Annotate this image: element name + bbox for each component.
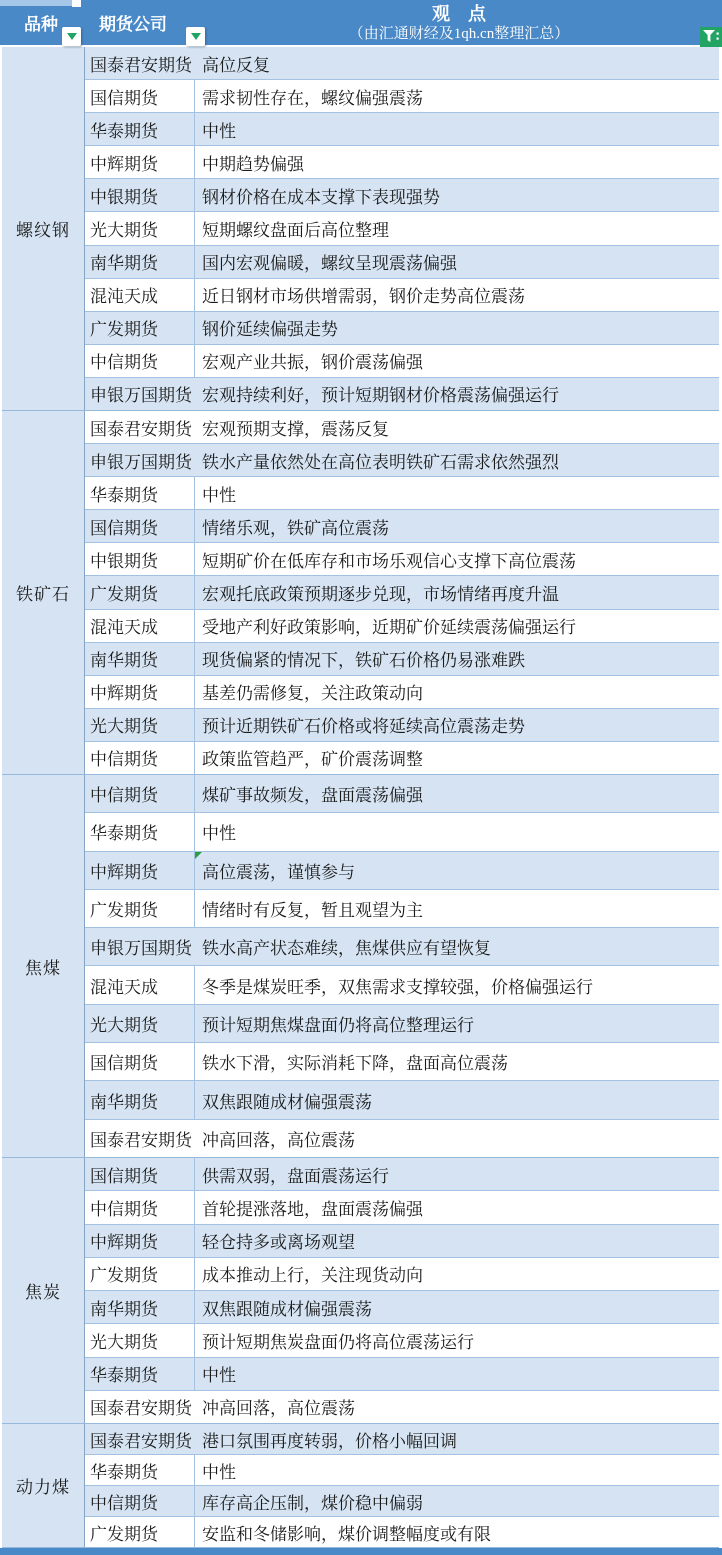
company-cell[interactable]: 中银期货 — [85, 179, 195, 211]
company-cell[interactable]: 中信期货 — [85, 1486, 195, 1516]
table-row — [85, 411, 719, 444]
table-row — [85, 1158, 719, 1191]
viewpoint-cell[interactable]: 铁水下滑，实际消耗下降，盘面高位震荡 — [202, 1054, 508, 1074]
company-cell[interactable]: 光大期货 — [85, 1005, 195, 1042]
company-cell[interactable]: 广发期货 — [85, 312, 195, 344]
company-cell[interactable]: 国信期货 — [85, 80, 195, 112]
table-row — [85, 47, 719, 80]
commodity-section — [2, 1424, 719, 1548]
comment-marker-icon — [195, 852, 202, 859]
company-cell[interactable]: 广发期货 — [85, 1517, 195, 1547]
viewpoint-cell[interactable]: 冬季是煤炭旺季，双焦需求支撑较强，价格偏强运行 — [202, 977, 593, 997]
company-cell[interactable]: 广发期货 — [85, 576, 195, 608]
table-row — [85, 146, 719, 179]
table-row — [85, 1291, 719, 1324]
company-cell[interactable]: 光大期货 — [85, 709, 195, 741]
dropdown-arrow-icon — [67, 33, 77, 40]
viewpoint-cell[interactable]: 需求韧性存在，螺纹偏强震荡 — [202, 88, 423, 108]
viewpoint-cell[interactable]: 供需双弱，盘面震荡运行 — [202, 1166, 389, 1186]
table-row — [85, 610, 719, 643]
viewpoint-cell[interactable]: 冲高回落，高位震荡 — [202, 1399, 355, 1419]
company-cell[interactable]: 中信期货 — [85, 345, 195, 377]
company-cell[interactable]: 华泰期货 — [85, 813, 195, 850]
table-row — [85, 966, 719, 1004]
company-cell[interactable]: 广发期货 — [85, 890, 195, 927]
table-row — [85, 1258, 719, 1291]
table-row — [85, 80, 719, 113]
table-row — [85, 1517, 719, 1547]
viewpoint-cell[interactable]: 中性 — [202, 1462, 236, 1482]
viewpoint-cell[interactable]: 基差仍需修复，关注政策动向 — [202, 684, 423, 704]
company-cell[interactable]: 光大期货 — [85, 1324, 195, 1356]
company-cell[interactable]: 广发期货 — [85, 1258, 195, 1290]
corner-artifact — [0, 0, 72, 6]
table-row — [85, 378, 719, 410]
table-body — [0, 47, 722, 1548]
commodity-section — [2, 775, 719, 1158]
company-cell[interactable]: 中信期货 — [85, 775, 195, 812]
viewpoint-cell[interactable]: 煤矿事故频发，盘面震荡偏强 — [202, 786, 423, 806]
company-cell[interactable]: 国泰君安期货 — [90, 419, 192, 439]
table-row — [85, 1081, 719, 1119]
company-cell[interactable]: 国泰君安期货 — [90, 1431, 192, 1451]
commodity-section — [2, 1158, 719, 1424]
viewpoint-cell[interactable]: 港口氛围再度转弱，价格小幅回调 — [202, 1431, 457, 1451]
viewpoint-cell[interactable]: 钢材价格在成本支撑下表现强势 — [202, 187, 440, 207]
viewpoint-cell[interactable]: 中性 — [202, 485, 236, 505]
company-cell[interactable]: 申银万国期货 — [90, 386, 192, 406]
company-cell[interactable]: 中信期货 — [85, 742, 195, 774]
company-cell[interactable]: 混沌天成 — [85, 966, 195, 1003]
company-cell[interactable]: 国泰君安期货 — [90, 1399, 192, 1419]
table-row — [85, 1324, 719, 1357]
viewpoint-cell[interactable]: 受地产利好政策影响，近期矿价延续震荡偏强运行 — [202, 618, 576, 638]
table-row — [85, 1424, 719, 1455]
table-row — [85, 643, 719, 676]
company-cell[interactable]: 国信期货 — [85, 510, 195, 542]
table-row — [85, 510, 719, 543]
company-cell[interactable]: 混沌天成 — [85, 610, 195, 642]
viewpoint-cell[interactable]: 中性 — [202, 824, 236, 844]
table-row — [85, 1120, 719, 1157]
company-cell[interactable]: 华泰期货 — [85, 1358, 195, 1390]
company-cell[interactable]: 中辉期货 — [85, 676, 195, 708]
viewpoint-cell[interactable]: 轻仓持多或离场观望 — [202, 1233, 355, 1253]
company-cell[interactable]: 华泰期货 — [85, 113, 195, 145]
table-row — [85, 852, 719, 890]
table-row — [85, 477, 719, 510]
variety-column-header: 品种 — [24, 15, 58, 34]
funnel-icon — [702, 29, 720, 45]
viewpoint-cell[interactable]: 宏观托底政策预期逐步兑现，市场情绪再度升温 — [202, 585, 559, 605]
table-row — [85, 279, 719, 312]
table-row — [85, 543, 719, 576]
table-row — [85, 345, 719, 378]
table-row — [85, 813, 719, 851]
variety-cell[interactable]: 焦炭 — [2, 1158, 85, 1423]
table-row — [85, 1005, 719, 1043]
viewpoint-column-header: 观 点 — [432, 4, 486, 24]
company-cell[interactable]: 南华期货 — [85, 1291, 195, 1323]
table-row — [85, 212, 719, 245]
company-cell[interactable]: 国信期货 — [85, 1043, 195, 1080]
viewpoint-cell[interactable]: 中期趋势偏强 — [202, 154, 304, 174]
table-row — [85, 742, 719, 774]
viewpoint-cell[interactable]: 预计短期焦炭盘面仍将高位震荡运行 — [202, 1332, 474, 1352]
company-cell[interactable]: 申银万国期货 — [90, 452, 192, 472]
company-cell[interactable]: 国泰君安期货 — [90, 1130, 192, 1150]
company-cell[interactable]: 中辉期货 — [85, 1225, 195, 1257]
variety-cell[interactable]: 焦煤 — [2, 775, 85, 1157]
company-cell[interactable]: 申银万国期货 — [90, 939, 192, 959]
viewpoint-cell[interactable]: 短期矿价在低库存和市场乐观信心支撑下高位震荡 — [202, 551, 576, 571]
viewpoint-cell[interactable]: 冲高回落，高位震荡 — [202, 1130, 355, 1150]
table-row — [85, 1455, 719, 1486]
viewpoint-cell[interactable]: 安监和冬储影响，煤价调整幅度或有限 — [202, 1524, 491, 1544]
viewpoint-cell[interactable]: 铁水产量依然处在高位表明铁矿石需求依然强烈 — [202, 452, 559, 472]
company-cell[interactable]: 国信期货 — [85, 1158, 195, 1190]
company-cell[interactable]: 中银期货 — [85, 543, 195, 575]
table-row — [85, 179, 719, 212]
table-row — [85, 890, 719, 928]
company-cell[interactable]: 中信期货 — [85, 1191, 195, 1223]
company-cell[interactable]: 国泰君安期货 — [90, 55, 192, 75]
company-cell[interactable]: 南华期货 — [85, 1081, 195, 1118]
viewpoint-cell[interactable]: 情绪时有反复，暂且观望为主 — [202, 901, 423, 921]
company-cell[interactable]: 中辉期货 — [85, 852, 195, 889]
sheet-filter-button[interactable] — [700, 27, 722, 47]
viewpoint-cell[interactable]: 短期螺纹盘面后高位整理 — [202, 221, 389, 241]
table-row — [85, 1486, 719, 1517]
viewpoint-cell[interactable]: 国内宏观偏暖，螺纹呈现震荡偏强 — [202, 254, 457, 274]
viewpoint-cell[interactable]: 双焦跟随成材偏强震荡 — [202, 1299, 372, 1319]
company-cell[interactable]: 华泰期货 — [85, 1455, 195, 1485]
table-row — [85, 246, 719, 279]
variety-filter-button[interactable] — [62, 27, 81, 46]
variety-cell[interactable]: 螺纹钢 — [2, 47, 85, 410]
next-table-edge — [0, 1548, 722, 1555]
viewpoint-cell[interactable]: 预计短期焦煤盘面仍将高位整理运行 — [202, 1015, 474, 1035]
table-row — [85, 1358, 719, 1391]
company-cell[interactable]: 南华期货 — [85, 246, 195, 278]
commodity-section — [2, 411, 719, 775]
table-row — [85, 444, 719, 477]
viewpoint-cell[interactable]: 情绪乐观，铁矿高位震荡 — [202, 518, 389, 538]
table-row — [85, 775, 719, 813]
table-row — [85, 113, 719, 146]
corner-artifact-notch — [72, 0, 81, 7]
viewpoint-cell[interactable]: 钢价延续偏强走势 — [202, 320, 338, 340]
viewpoint-cell[interactable]: 宏观产业共振，钢价震荡偏强 — [202, 353, 423, 373]
viewpoint-column-subtitle: （由汇通财经及1qh.cn整理汇总） — [348, 26, 570, 42]
table-row — [85, 928, 719, 966]
viewpoint-cell[interactable]: 双焦跟随成材偏强震荡 — [202, 1092, 372, 1112]
viewpoint-cell[interactable]: 库存高企压制，煤价稳中偏弱 — [202, 1493, 423, 1513]
table-row — [85, 312, 719, 345]
viewpoint-cell[interactable]: 政策监管趋严，矿价震荡调整 — [202, 750, 423, 770]
company-column-header: 期货公司 — [99, 15, 167, 34]
commodity-section — [2, 47, 719, 411]
viewpoint-cell[interactable]: 成本推动上行，关注现货动向 — [202, 1266, 423, 1286]
table-row — [85, 1191, 719, 1224]
table-row — [85, 576, 719, 609]
viewpoint-cell[interactable]: 中性 — [202, 1366, 236, 1386]
variety-cell[interactable]: 铁矿石 — [2, 411, 85, 774]
viewpoint-cell[interactable]: 高位震荡，谨慎参与 — [195, 852, 719, 889]
table-header — [0, 0, 722, 47]
variety-cell[interactable]: 动力煤 — [2, 1424, 85, 1547]
viewpoint-cell[interactable]: 现货偏紧的情况下，铁矿石价格仍易涨难跌 — [202, 651, 525, 671]
table-row — [85, 676, 719, 709]
table-row — [85, 1391, 719, 1423]
company-cell[interactable]: 混沌天成 — [85, 279, 195, 311]
viewpoint-cell[interactable]: 首轮提涨落地，盘面震荡偏强 — [202, 1199, 423, 1219]
table-row — [85, 1225, 719, 1258]
table-row — [85, 709, 719, 742]
viewpoint-cell[interactable]: 宏观预期支撑，震荡反复 — [202, 419, 389, 439]
viewpoint-cell[interactable]: 高位反复 — [202, 55, 270, 75]
company-cell[interactable]: 华泰期货 — [85, 477, 195, 509]
viewpoint-cell[interactable]: 中性 — [202, 121, 236, 141]
table-row — [85, 1043, 719, 1081]
company-cell[interactable]: 南华期货 — [85, 643, 195, 675]
company-cell[interactable]: 光大期货 — [85, 212, 195, 244]
viewpoint-cell[interactable]: 近日钢材市场供增需弱，钢价走势高位震荡 — [202, 287, 525, 307]
viewpoint-cell[interactable]: 预计近期铁矿石价格或将延续高位震荡走势 — [202, 717, 525, 737]
company-cell[interactable]: 中辉期货 — [85, 146, 195, 178]
viewpoint-cell[interactable]: 铁水高产状态难续，焦煤供应有望恢复 — [202, 939, 491, 959]
viewpoint-cell[interactable]: 宏观持续利好，预计短期钢材价格震荡偏强运行 — [202, 386, 559, 406]
